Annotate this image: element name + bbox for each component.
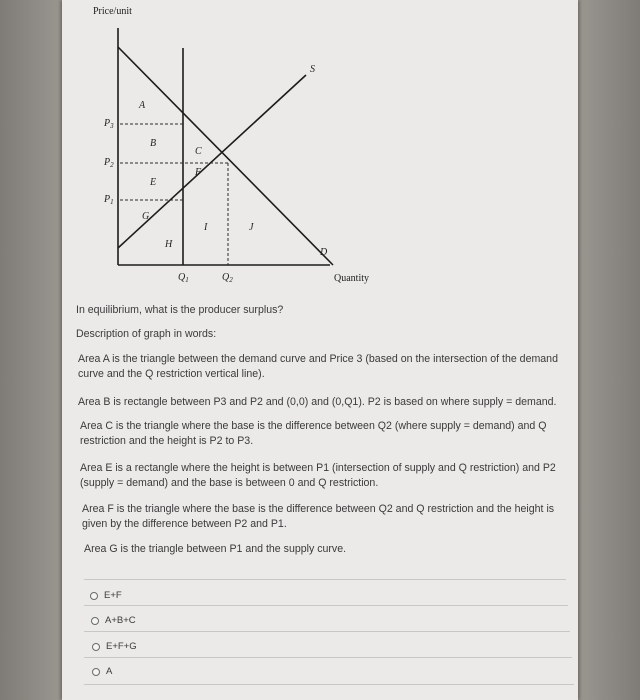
- description-area-b: Area B is rectangle between P3 and P2 and (0,0) and (0,Q1). P2 is based on where supply = demand.: [78, 396, 557, 408]
- demand-curve-label: D: [320, 247, 328, 258]
- description-area-c: Area C is the triangle where the base is the difference between Q2 (where supply = demand) and Q restriction and the height is P2 to P3.: [80, 420, 547, 447]
- radio-icon[interactable]: [90, 592, 98, 600]
- description-area-g: Area G is the triangle between P1 and the supply curve.: [84, 543, 347, 555]
- description-area-f: Area F is the triangle where the base is the difference between Q2 and Q restriction and the height is given by the difference between P2 and P1.: [82, 503, 555, 530]
- area-label-e: E: [150, 177, 157, 188]
- area-label-i: I: [204, 222, 208, 233]
- description-area-e: Area E is a rectangle where the height is between P1 (intersection of supply and Q restriction) and P2 (supply = demand) and the base is between 0 and Q restriction.: [80, 462, 556, 489]
- radio-icon[interactable]: [92, 668, 100, 676]
- answer-option-2[interactable]: [91, 615, 136, 626]
- supply-curve-label: S: [310, 64, 315, 75]
- area-label-g: G: [142, 211, 150, 222]
- price-label-p2: $P_2$: [104, 157, 114, 169]
- answer-option-label: A+B+C: [105, 615, 136, 626]
- quantity-label-q2: $Q_2$: [222, 272, 233, 284]
- options-divider: [84, 631, 570, 632]
- options-divider: [84, 605, 568, 606]
- description-area-a: Area A is the triangle between the demand curve and Price 3 (based on the intersection of the demand curve and the Q restriction vertical line).: [78, 353, 558, 380]
- area-label-h: H: [165, 239, 173, 250]
- area-label-j: J: [249, 222, 254, 233]
- radio-icon[interactable]: [92, 643, 100, 651]
- answer-option-label: A: [106, 666, 113, 677]
- area-label-b: B: [150, 138, 157, 149]
- options-divider: [84, 657, 572, 658]
- answer-option-label: E+F+G: [106, 641, 137, 652]
- area-label-a: A: [139, 100, 146, 111]
- y-axis-label: Price/unit: [93, 6, 132, 17]
- options-divider-bottom: [84, 684, 574, 685]
- supply-demand-graph: [0, 0, 640, 300]
- x-axis-label: Quantity: [334, 273, 369, 284]
- supply-curve: [118, 75, 306, 248]
- radio-icon[interactable]: [91, 617, 99, 625]
- description-heading: Description of graph in words:: [76, 328, 217, 340]
- price-label-p3: $P_3$: [104, 118, 114, 130]
- area-label-f: F: [195, 167, 202, 178]
- area-label-c: C: [195, 146, 202, 157]
- question-text: In equilibrium, what is the producer surplus?: [76, 304, 284, 316]
- answer-option-3[interactable]: [92, 641, 137, 652]
- options-divider-top: [84, 579, 566, 580]
- answer-option-1[interactable]: [90, 590, 122, 601]
- answer-option-4[interactable]: [92, 666, 112, 677]
- answer-option-label: E+F: [104, 590, 122, 601]
- price-label-p1: $P_1$: [104, 194, 114, 206]
- quantity-label-q1: $Q_1$: [178, 272, 189, 284]
